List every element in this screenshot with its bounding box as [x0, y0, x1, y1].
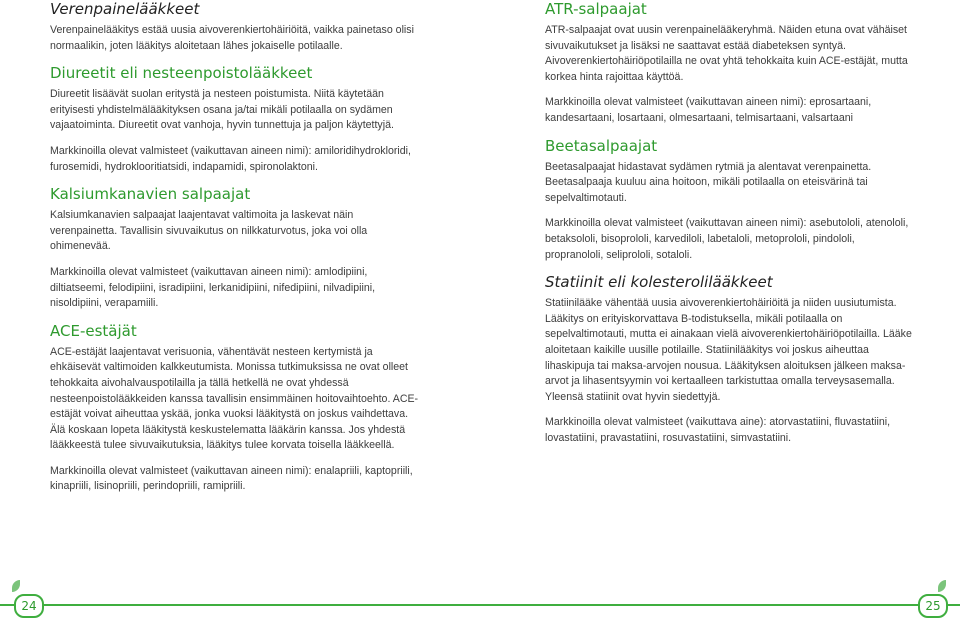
section-title-kalsiumkanavien-salpaajat: Kalsiumkanavien salpaajat: [50, 185, 251, 204]
page-number-left: 24: [14, 594, 44, 618]
paragraph: ACE-estäjät laajentavat verisuonia, vähentävät nesteen kertymistä ja ehkäisevät valtimoiden kalkkeutumista. Monissa tutkimuksissa ne ovat olleet tehokkaita aivohalvauspotilailla ja tällä hetkellä ne ovat yhdessä nesteenpoistolääkkeiden kanssa tavallisin ensimmäinen hoitovaihtoehto. ACE-estäjät voivat aiheuttaa yskää, jonka vuoksi lääkitystä on joskus vaihdettava. Älä koskaan lopeta lääkitystä keskustelematta lääkärin kanssa. Jos yhdestä lääkkeestä tulee sivuvaikutuksia, lääkitys tulee korvata toisella lääkkeellä.: [50, 345, 419, 452]
paragraph: Markkinoilla olevat valmisteet (vaikuttavan aineen nimi): eprosartaani, kandesartaani, losartaani, olmesartaani, telmisartaani, valsartaani: [545, 96, 872, 124]
section-title-ace-estajat: ACE-estäjät: [50, 321, 137, 340]
leaf-icon: [938, 580, 946, 592]
paragraph: Markkinoilla olevat valmisteet (vaikuttavan aineen nimi): enalapriili, kaptopriili, kinapriili, lisinopriili, perindopriili, ramipriili.: [50, 464, 413, 493]
footer-divider: [0, 604, 960, 606]
left-page-column: [50, 0, 422, 495]
paragraph: Markkinoilla olevat valmisteet (vaikuttavan aineen nimi): asebutololi, atenololi, betaksololi, bisoprololi, karvediloli, labetaloli, metoprololi, pindololi, propranololi, seliprololi, sotaloli.: [545, 217, 909, 261]
paragraph: Kalsiumkanavien salpaajat laajentavat valtimoita ja laskevat näin verenpainetta. Tavallisin sivuvaikutus on nilkkaturvotus, joka voi olla ohimenevää.: [50, 209, 368, 253]
paragraph: Diureetit lisäävät suolan eritystä ja nesteen poistumista. Niitä käytetään erityisesti yhdistelmälääkityksen osana ja/tai mikäli potilaalla on sydämen vajaatoiminta. Diureetit ovat vanhoja, hyvin tunnettuja ja paljon käytettyjä.: [50, 88, 394, 132]
right-page-column: [545, 0, 915, 446]
paragraph: Beetasalpaajat hidastavat sydämen rytmiä ja alentavat verenpainetta. Beetasalpaaja kuuluu aina hoitoon, mikäli potilaalla on eteisvärinä tai sepelvaltimotauti.: [545, 160, 872, 204]
page-number-right: 25: [918, 594, 948, 618]
leaf-icon: [12, 580, 20, 592]
section-title-verenpainelaakkeet: Verenpainelääkkeet: [50, 0, 200, 18]
section-title-atr-salpaajat: ATR-salpaajat: [545, 0, 647, 18]
section-title-diureetit: Diureetit eli nesteenpoistolääkkeet: [50, 64, 313, 83]
paragraph: Markkinoilla olevat valmisteet (vaikuttavan aineen nimi): amlodipiini, diltiatseemi, felodipiini, isradipiini, lerkanidipiini, nifedipiini, nilvadipiini, nisoldipiini, verapamiili.: [50, 265, 376, 310]
paragraph: Statiinilääke vähentää uusia aivoverenkiertohäiriöitä ja niiden uusiutumista. Lääkitys on erityiskorvattava B-todistuksella, mikäli potilaalla on sepelvaltimotauti, mutta ei ainakaan vielä aivoverenkiertohäiriöpotilailla. Lääke aloitetaan kaikille uusille potilaille. Statiinilääkitys voi joskus aiheuttaa lihaskipuja tai maksa-arvojen nousua. Lääkityksen aloituksen jälkeen maksa-arvot ja lihasentsyymin voi kertaalleen tarkistuttaa omalla terveysasemalla. Yleensä statiinit ovat hyvin siedettyjä.: [545, 297, 912, 403]
paragraph: ATR-salpaajat ovat uusin verenpainelääkeryhmä. Näiden etuna ovat vähäiset sivuvaikutukset ja lisäksi ne saattavat estää diabeteksen syntyä. Aivoverenkiertohäiriöpotilailla ne ovat yhtä tehokkaita kuin ACE-estäjät, mutta korkea hinta rajoittaa käyttöä.: [545, 24, 908, 83]
section-title-statiinit: Statiinit eli kolesterolilääkkeet: [545, 273, 773, 292]
section-title-beetasalpaajat: Beetasalpaajat: [545, 136, 658, 155]
paragraph: Markkinoilla olevat valmisteet (vaikuttavan aineen nimi): amiloridihydrokloridi, furosemidi, hydroklooritiatsidi, indapamidi, spironolaktoni.: [50, 144, 411, 173]
paragraph: Markkinoilla olevat valmisteet (vaikuttava aine): atorvastatiini, fluvastatiini, lovastatiini, pravastatiini, rosuvastatiini, simvastatiini.: [545, 416, 891, 444]
paragraph: Verenpainelääkitys estää uusia aivoverenkiertohäiriöitä, vaikka painetaso olisi normaalikin, joten lääkitys aloitetaan lähes jokaiselle potilaalle.: [50, 24, 414, 52]
